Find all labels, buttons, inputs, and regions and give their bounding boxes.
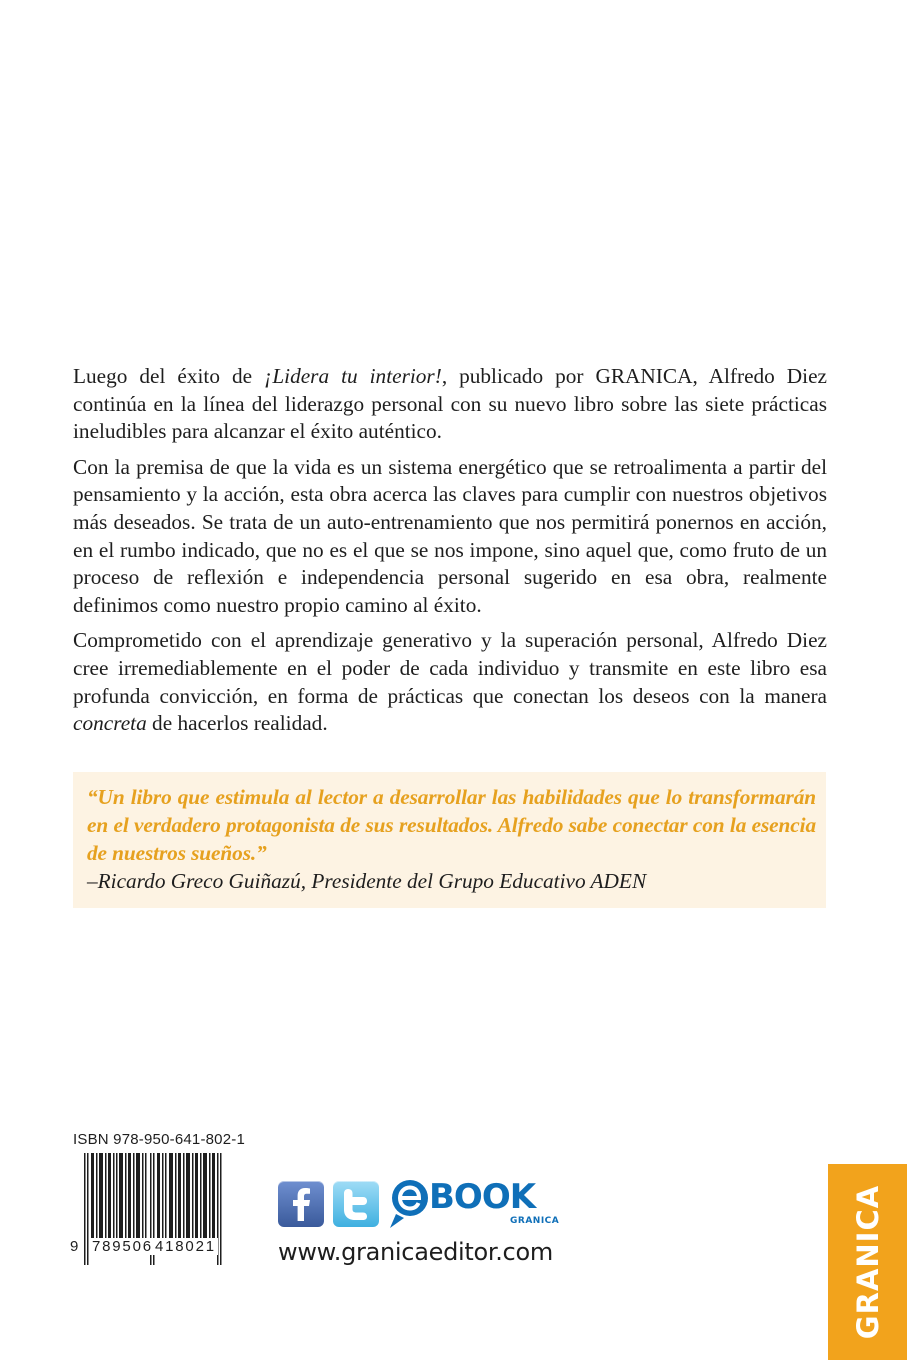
testimonial-author: –Ricardo Greco Guiñazú, Presidente del Grupo Educativo ADEN <box>87 869 647 893</box>
facebook-icon[interactable] <box>278 1181 324 1227</box>
barcode-digits <box>70 1238 230 1306</box>
back-cover-blurb <box>73 363 827 746</box>
isbn-label: ISBN 978-950-641-802-1 <box>73 1131 246 1148</box>
ebook-wordmark: BOOK <box>429 1177 536 1217</box>
testimonial-box <box>73 772 826 908</box>
barcode-digits-group-2: 418021 <box>155 1238 216 1255</box>
barcode-digit-first: 9 <box>70 1238 79 1255</box>
publisher-tab <box>828 1164 907 1360</box>
barcode-digits-group-1: 789506 <box>92 1238 153 1255</box>
blurb-paragraph-3: Comprometido con el aprendizaje generativo y la superación personal, Alfredo Diez cree irremediablemente en el poder de cada individuo y transmite en este libro esa profunda convicción, en forma de prácticas que conectan los deseos con la manera concreta de hacerlos realidad. <box>73 628 827 736</box>
emphasis-word: concreta <box>73 711 147 736</box>
publisher-name: GRANICA <box>850 1184 885 1340</box>
ebook-granica-label: GRANICA <box>510 1216 560 1226</box>
twitter-icon[interactable] <box>333 1181 379 1227</box>
book-title-reference: ¡Lidera tu interior! <box>264 364 442 388</box>
blurb-paragraph-1: Luego del éxito de ¡Lidera tu interior!, publicado por GRANICA, Alfredo Diez continúa en la línea del liderazgo personal con su nuevo libro sobre las siete prácticas ineludibles para alcanzar el éxito auténtico. <box>73 364 828 444</box>
testimonial-quote: “Un libro que estimula al lector a desarrollar las habilidades que lo transformarán en el verdadero protagonista de sus resultados. Alfredo sabe conectar con la esencia de nuestros sueños.” <box>87 785 816 865</box>
blurb-paragraph-2: Con la premisa de que la vida es un sistema energético que se retroalimenta a partir del pensamiento y la acción, esta obra acerca las claves para cumplir con nuestros objetivos más deseados. Se trata de un auto-entrenamiento que nos permitirá ponernos en acción, en el rumbo indicado, que no es el que se nos impone, sino aquel que, como fruto de un proceso de reflexión e independencia personal sugerido en esa obra, realmente definimos como nuestro propio camino al éxito. <box>73 454 827 617</box>
publisher-website-link[interactable]: www.granicaeditor.com <box>278 1238 553 1266</box>
